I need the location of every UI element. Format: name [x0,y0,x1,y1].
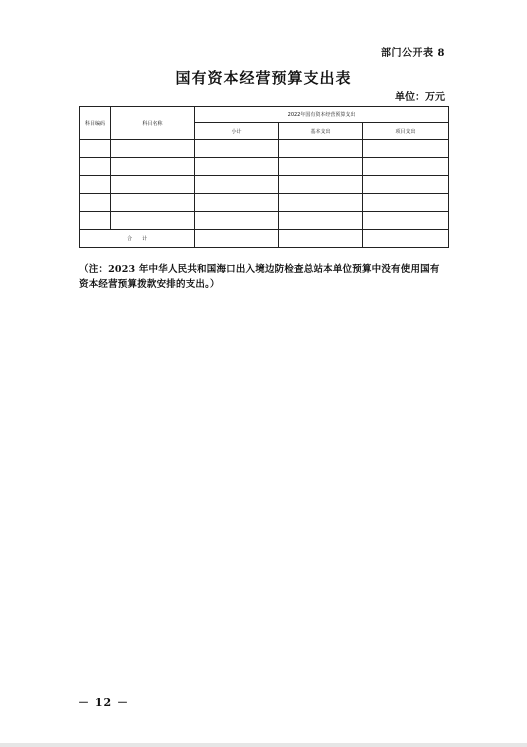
table-total-row [80,230,449,248]
table-cell [195,212,279,230]
table-cell [279,194,363,212]
table-row [80,158,449,176]
table-cell [363,140,449,158]
unit-label: 单位：万元 [395,92,445,103]
table-cell [363,212,449,230]
table-cell [111,158,195,176]
table-cell [279,176,363,194]
table-cell [80,176,111,194]
column-header-name: 科目名称 [111,107,195,140]
table-note: （注：2023 年中华人民共和国海口出入境边防检查总站本单位预算中没有使用国有资本经营预算拨款安排的支出。） [79,264,440,290]
column-group-header: 2022年国有资本经营预算支出 [195,107,449,123]
column-header-subtotal: 小计 [195,123,279,140]
table-cell [279,212,363,230]
table-cell [80,194,111,212]
table-cell [195,140,279,158]
table-header-row [80,107,449,123]
table-cell [279,158,363,176]
total-cell [195,230,279,248]
total-label: 合 计 [80,230,195,248]
page-bottom-edge [0,743,527,747]
table-number-label: 部门公开表 8 [381,48,445,59]
table-cell [80,140,111,158]
table-cell [279,140,363,158]
budget-table [79,106,449,248]
page-number: － 12 － [78,696,129,709]
table-cell [111,194,195,212]
table-cell [111,212,195,230]
table-cell [195,194,279,212]
table-cell [363,194,449,212]
table-cell [111,140,195,158]
table-row [80,140,449,158]
total-cell [363,230,449,248]
table-cell [195,158,279,176]
column-header-code: 科目编码 [80,107,111,140]
budget-table-container [79,106,448,248]
table-cell [195,176,279,194]
total-cell [279,230,363,248]
table-cell [80,212,111,230]
table-cell [111,176,195,194]
table-cell [363,176,449,194]
table-cell [363,158,449,176]
table-row [80,212,449,230]
column-header-project: 项目支出 [363,123,449,140]
table-row [80,176,449,194]
page-title: 国有资本经营预算支出表 [175,69,352,87]
column-header-basic: 基本支出 [279,123,363,140]
table-cell [80,158,111,176]
table-row [80,194,449,212]
